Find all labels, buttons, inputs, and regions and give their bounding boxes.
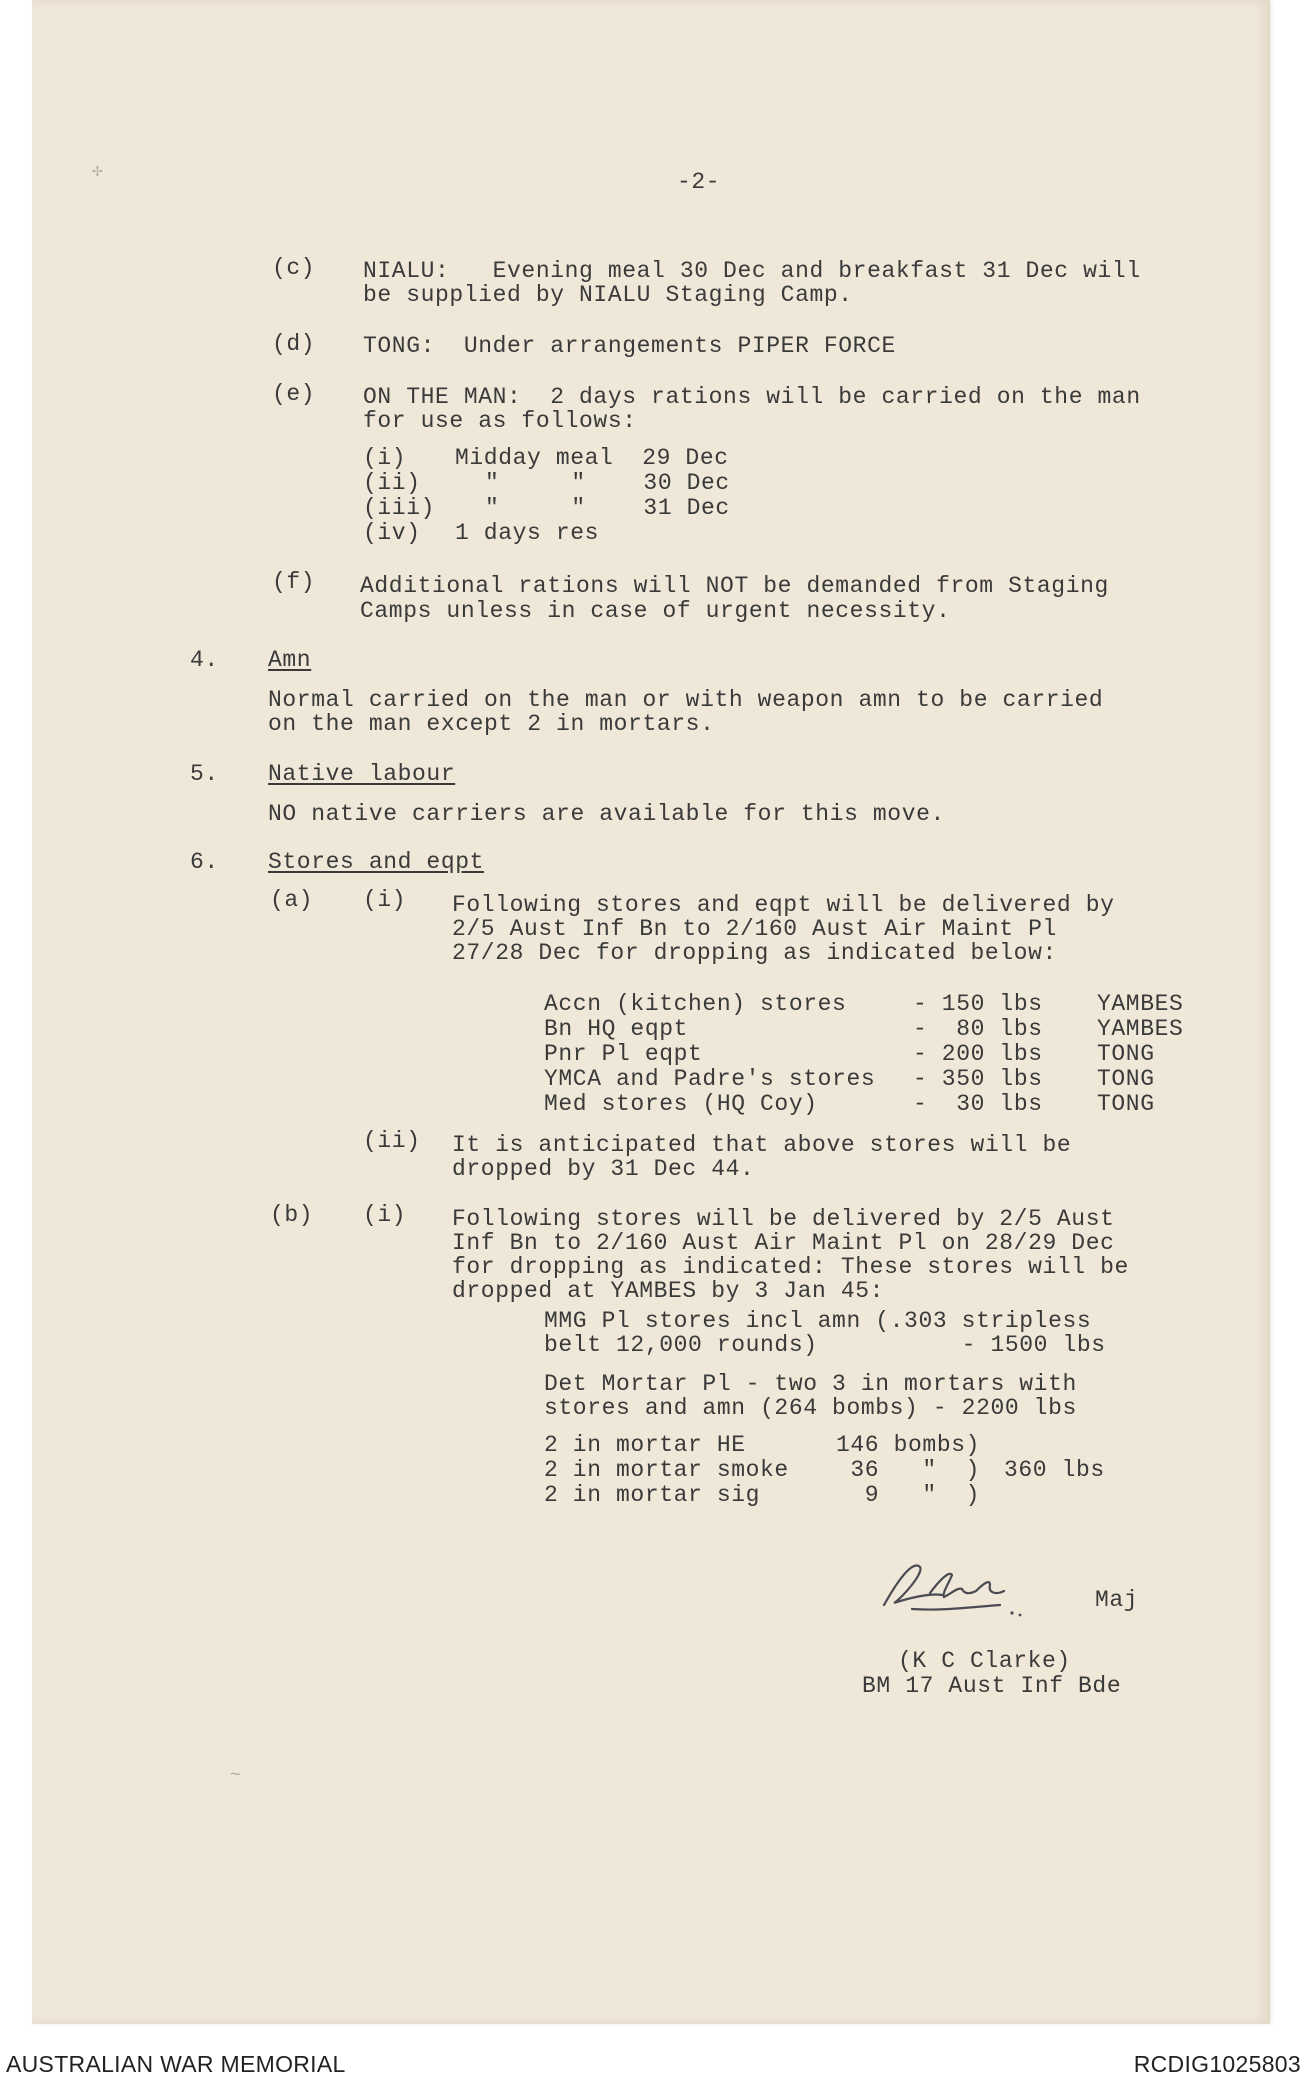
stores-destination: YAMBES [1097,991,1184,1017]
text-line: Additional rations will NOT be demanded from Staging [360,573,1109,599]
section-number: 4. [190,647,219,673]
signatory-name: (K C Clarke) [898,1648,1071,1674]
text-line: stores and amn (264 bombs) - 2200 lbs [544,1395,1077,1421]
sub-item-label: (i) [363,1202,407,1228]
section-heading: Native labour [268,761,456,787]
bomb-item: 2 in mortar smoke [544,1457,789,1483]
stores-weight: - 150 lbs [913,991,1043,1017]
stores-destination: TONG [1097,1091,1155,1117]
sub-item-label: (ii) [363,1128,421,1154]
text-line: for use as follows: [363,408,637,434]
stores-weight: - 30 lbs [913,1091,1043,1117]
paper-mark: ✢ [92,162,103,182]
item-label: (d) [272,331,316,357]
bombs-total: 360 lbs [1004,1457,1105,1483]
text-line: MMG Pl stores incl amn (.303 stripless [544,1308,1092,1334]
bomb-quantity: 9 " ) [836,1482,981,1508]
section-number: 6. [190,849,219,875]
signatory-title: BM 17 Aust Inf Bde [862,1673,1122,1699]
text-line: It is anticipated that above stores will be [452,1132,1072,1158]
ration-row-number: (i) [363,445,407,471]
stores-destination: TONG [1097,1041,1155,1067]
ration-row-number: (ii) [363,470,421,496]
ration-row-number: (iv) [363,520,421,546]
bomb-quantity: 36 " ) [836,1457,981,1483]
text-line: be supplied by NIALU Staging Camp. [363,282,853,308]
text-line: ON THE MAN: 2 days rations will be carried on the man [363,384,1141,410]
item-label: (a) [270,887,314,913]
ration-row-text: " " 31 Dec [485,495,730,521]
stores-item: Bn HQ eqpt [544,1016,689,1042]
bomb-item: 2 in mortar HE [544,1432,746,1458]
text-line: belt 12,000 rounds) - 1500 lbs [544,1332,1106,1358]
text-line: 27/28 Dec for dropping as indicated below: [452,940,1057,966]
stores-weight: - 80 lbs [913,1016,1043,1042]
paper-mark: ~ [230,1766,241,1786]
text-line: for dropping as indicated: These stores will be [452,1254,1129,1280]
footer-record-id: RCDIG1025803 [1133,2051,1301,2077]
item-label: (c) [272,255,316,281]
stores-item: Med stores (HQ Coy) [544,1091,818,1117]
text-line: Following stores and eqpt will be delivered by [452,892,1115,918]
ration-row-text: " " 30 Dec [485,470,730,496]
text-line: 2/5 Aust Inf Bn to 2/160 Aust Air Maint Pl [452,916,1057,942]
text-line: Det Mortar Pl - two 3 in mortars with [544,1371,1077,1397]
text-line: dropped at YAMBES by 3 Jan 45: [452,1278,885,1304]
text-line: Camps unless in case of urgent necessity. [360,598,951,624]
item-label: (f) [272,569,316,595]
stores-item: Pnr Pl eqpt [544,1041,703,1067]
stores-item: Accn (kitchen) stores [544,991,847,1017]
stores-weight: - 200 lbs [913,1041,1043,1067]
stores-destination: TONG [1097,1066,1155,1092]
text-line: Inf Bn to 2/160 Aust Air Maint Pl on 28/29 Dec [452,1230,1115,1256]
text-line: NIALU: Evening meal 30 Dec and breakfast 31 Dec will [363,258,1141,284]
section-heading: Amn [268,647,312,673]
stores-weight: - 350 lbs [913,1066,1043,1092]
text-line: Normal carried on the man or with weapon amn to be carried [268,687,1104,713]
ration-row-text: 1 days res [455,520,600,546]
text-line: TONG: Under arrangements PIPER FORCE [363,333,896,359]
bomb-item: 2 in mortar sig [544,1482,761,1508]
text-line: NO native carriers are available for this move. [268,801,945,827]
sub-item-label: (i) [363,887,407,913]
page-number: -2- [677,169,721,195]
text-line: Following stores will be delivered by 2/5 Aust [452,1206,1115,1232]
signature-rank: Maj [1095,1587,1139,1613]
ration-row-number: (iii) [363,495,436,521]
stores-destination: YAMBES [1097,1016,1184,1042]
text-line: dropped by 31 Dec 44. [452,1156,755,1182]
text-line: on the man except 2 in mortars. [268,711,715,737]
section-number: 5. [190,761,219,787]
handwritten-signature [872,1553,1032,1623]
footer-institution: AUSTRALIAN WAR MEMORIAL [6,2051,346,2077]
item-label: (b) [270,1202,314,1228]
section-heading: Stores and eqpt [268,849,485,875]
stores-item: YMCA and Padre's stores [544,1066,876,1092]
item-label: (e) [272,381,316,407]
ration-row-text: Midday meal 29 Dec [455,445,729,471]
bomb-quantity: 146 bombs) [836,1432,981,1458]
